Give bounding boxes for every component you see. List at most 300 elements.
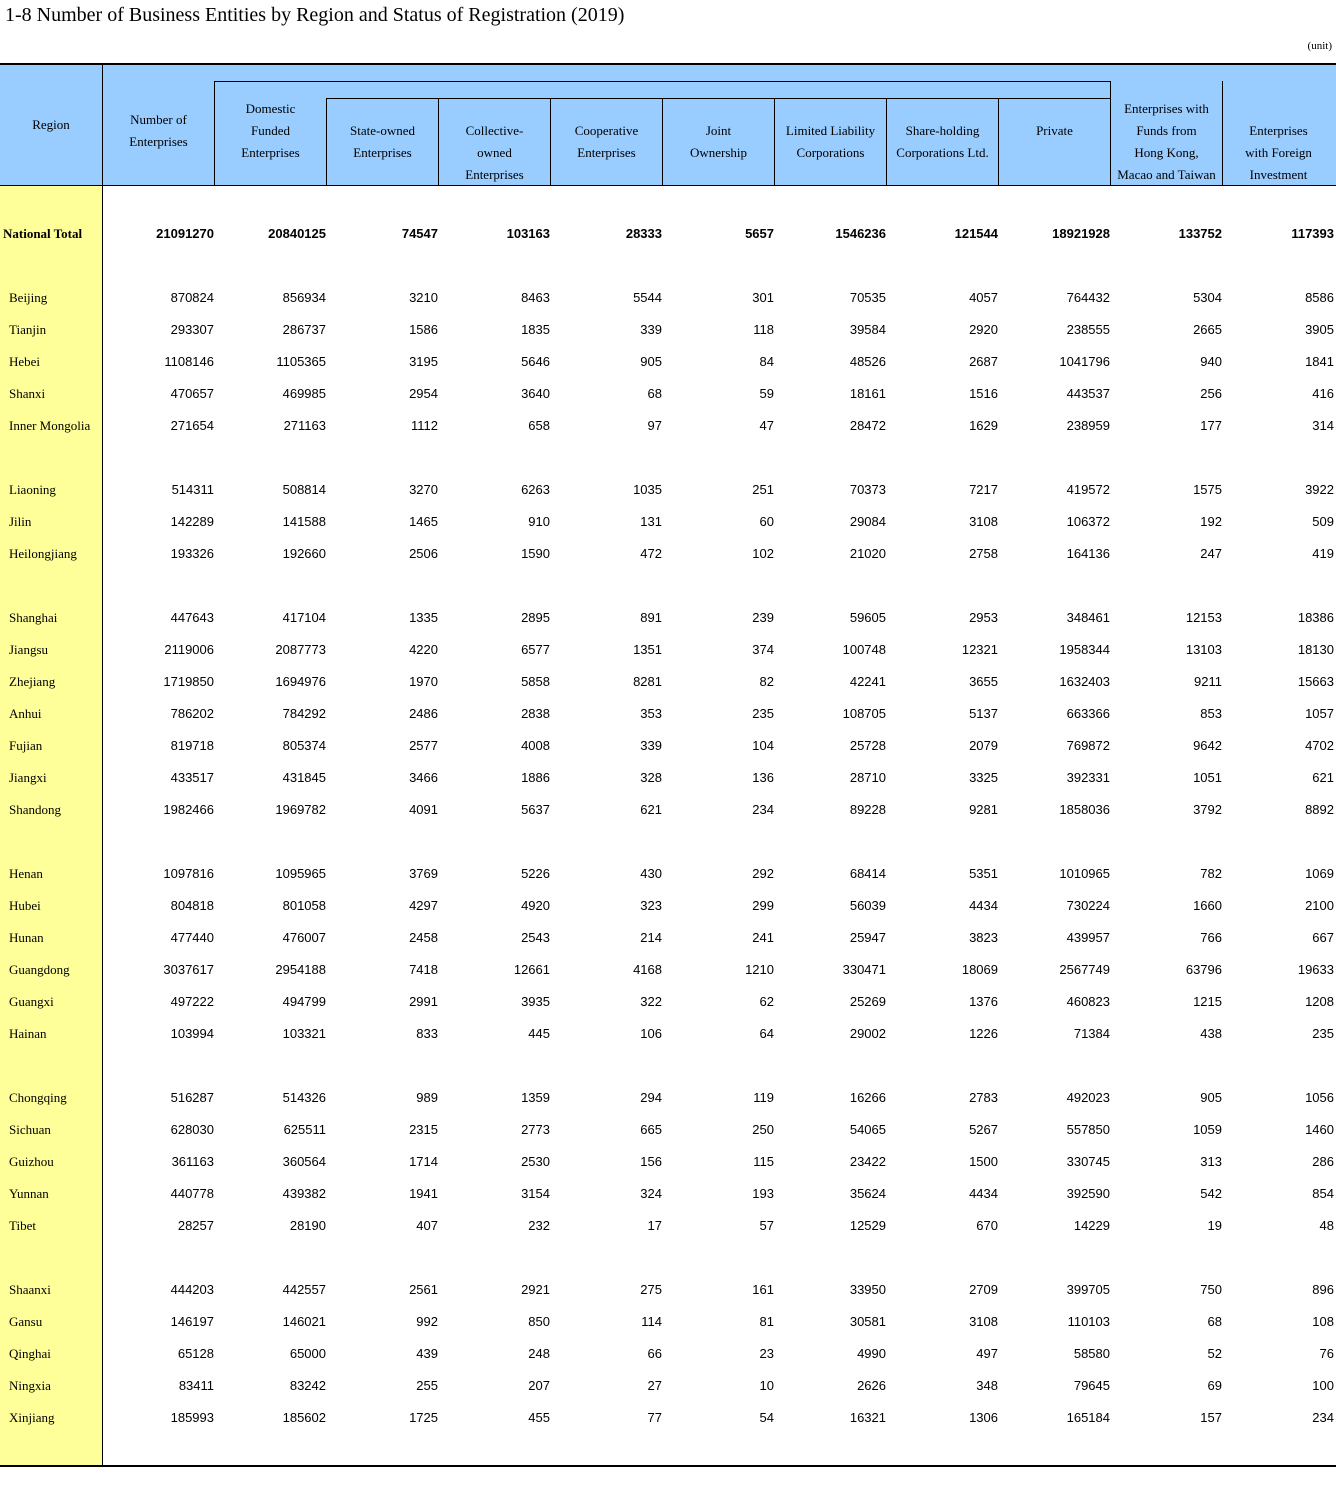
- value-cell: 29002: [849, 1026, 886, 1041]
- table-row: [0, 410, 1336, 442]
- value-cell: 1056: [1305, 1090, 1334, 1105]
- value-cell: 235: [1312, 1026, 1334, 1041]
- value-cell: 940: [1200, 354, 1222, 369]
- table-row: [0, 634, 1336, 666]
- region-name: Ningxia: [9, 1378, 51, 1393]
- value-cell: 3108: [969, 1314, 998, 1329]
- value-cell: 417104: [282, 610, 326, 625]
- value-cell: 214: [640, 930, 662, 945]
- value-cell: 59: [759, 386, 774, 401]
- value-cell: 81: [759, 1314, 774, 1329]
- value-cell: 1097816: [163, 866, 214, 881]
- value-cell: 2567749: [1059, 962, 1110, 977]
- value-cell: 4702: [1305, 738, 1334, 753]
- region-name: Xinjiang: [9, 1410, 55, 1425]
- value-cell: 2758: [969, 546, 998, 561]
- value-cell: 439382: [282, 1186, 326, 1201]
- value-cell: 66: [647, 1346, 662, 1361]
- value-cell: 192660: [282, 546, 326, 561]
- value-cell: 241: [752, 930, 774, 945]
- value-cell: 4220: [409, 642, 438, 657]
- value-cell: 294: [640, 1090, 662, 1105]
- value-cell: 1546236: [835, 226, 886, 241]
- value-cell: 64: [759, 1026, 774, 1041]
- value-cell: 1835: [521, 322, 550, 337]
- value-cell: 494799: [282, 994, 326, 1009]
- value-cell: 8586: [1305, 290, 1334, 305]
- value-cell: 271654: [170, 418, 214, 433]
- value-cell: 3823: [969, 930, 998, 945]
- value-cell: 477440: [170, 930, 214, 945]
- value-cell: 361163: [171, 1154, 214, 1169]
- region-name: Tibet: [9, 1218, 36, 1233]
- value-cell: 119: [753, 1090, 774, 1105]
- value-cell: 161: [752, 1282, 774, 1297]
- value-cell: 2920: [969, 322, 998, 337]
- value-cell: 443537: [1066, 386, 1110, 401]
- value-cell: 193: [752, 1186, 774, 1201]
- value-cell: 750: [1200, 1282, 1222, 1297]
- value-cell: 330471: [842, 962, 886, 977]
- value-cell: 6577: [521, 642, 550, 657]
- value-cell: 905: [1200, 1090, 1222, 1105]
- value-cell: 21020: [849, 546, 886, 561]
- value-cell: 71384: [1073, 1026, 1110, 1041]
- value-cell: 476007: [282, 930, 326, 945]
- value-cell: 1958344: [1059, 642, 1110, 657]
- value-cell: 103994: [170, 1026, 214, 1041]
- value-cell: 1982466: [163, 802, 214, 817]
- value-cell: 18069: [961, 962, 998, 977]
- value-cell: 328: [640, 770, 662, 785]
- value-cell: 3905: [1305, 322, 1334, 337]
- value-cell: 2687: [969, 354, 998, 369]
- value-cell: 18130: [1297, 642, 1334, 657]
- table-row: [0, 858, 1336, 890]
- value-cell: 2991: [409, 994, 438, 1009]
- value-cell: 2954: [409, 386, 438, 401]
- value-cell: 492023: [1066, 1090, 1110, 1105]
- value-cell: 445: [528, 1026, 550, 1041]
- value-cell: 625511: [283, 1122, 326, 1137]
- value-cell: 146197: [170, 1314, 214, 1329]
- value-cell: 2486: [409, 706, 438, 721]
- value-cell: 2458: [409, 930, 438, 945]
- value-cell: 292: [752, 866, 774, 881]
- value-cell: 25947: [849, 930, 886, 945]
- value-cell: 103163: [506, 226, 550, 241]
- value-cell: 1632403: [1059, 674, 1110, 689]
- value-cell: 54065: [849, 1122, 886, 1137]
- value-cell: 2954188: [275, 962, 326, 977]
- value-cell: 5304: [1193, 290, 1222, 305]
- value-cell: 106372: [1066, 514, 1110, 529]
- value-cell: 256: [1200, 386, 1222, 401]
- value-cell: 57: [759, 1218, 774, 1233]
- value-cell: 62: [759, 994, 774, 1009]
- value-cell: 23: [759, 1346, 774, 1361]
- value-cell: 69: [1207, 1378, 1222, 1393]
- value-cell: 108705: [842, 706, 886, 721]
- value-cell: 156: [640, 1154, 662, 1169]
- value-cell: 68414: [849, 866, 886, 881]
- value-cell: 33950: [849, 1282, 886, 1297]
- table-row: [0, 954, 1336, 986]
- region-name: Jiangxi: [9, 770, 47, 785]
- value-cell: 353: [640, 706, 662, 721]
- value-cell: 12321: [961, 642, 998, 657]
- table-row: [0, 890, 1336, 922]
- value-cell: 239: [752, 610, 774, 625]
- value-cell: 232: [528, 1218, 550, 1233]
- value-cell: 419: [1312, 546, 1334, 561]
- value-cell: 1714: [409, 1154, 438, 1169]
- value-cell: 1095965: [275, 866, 326, 881]
- value-cell: 433517: [170, 770, 214, 785]
- value-cell: 4168: [633, 962, 662, 977]
- region-name: Hubei: [9, 898, 41, 913]
- value-cell: 896: [1312, 1282, 1334, 1297]
- value-cell: 2665: [1193, 322, 1222, 337]
- value-cell: 399705: [1066, 1282, 1110, 1297]
- region-name: Sichuan: [9, 1122, 51, 1137]
- value-cell: 442557: [282, 1282, 326, 1297]
- value-cell: 28190: [289, 1218, 326, 1233]
- header-foreign-investment: Enterprises with Foreign Investment: [1245, 123, 1312, 182]
- value-cell: 238959: [1066, 418, 1110, 433]
- table-row: [0, 762, 1336, 794]
- value-cell: 76: [1319, 1346, 1334, 1361]
- value-cell: 13103: [1185, 642, 1222, 657]
- value-cell: 910: [528, 514, 550, 529]
- table-row: [0, 1370, 1336, 1402]
- value-cell: 1035: [633, 482, 662, 497]
- value-cell: 447643: [170, 610, 214, 625]
- value-cell: 2100: [1305, 898, 1334, 913]
- value-cell: 255: [416, 1378, 438, 1393]
- value-cell: 330745: [1066, 1154, 1110, 1169]
- value-cell: 110103: [1067, 1314, 1110, 1329]
- value-cell: 133752: [1178, 226, 1222, 241]
- unit-label: (unit): [1307, 40, 1332, 52]
- value-cell: 322: [640, 994, 662, 1009]
- value-cell: 12153: [1185, 610, 1222, 625]
- value-cell: 234: [752, 802, 774, 817]
- table-row: [0, 1274, 1336, 1306]
- region-name: Hainan: [9, 1026, 47, 1041]
- value-cell: 63796: [1185, 962, 1222, 977]
- value-cell: 1460: [1305, 1122, 1334, 1137]
- value-cell: 104: [752, 738, 774, 753]
- value-cell: 1586: [409, 322, 438, 337]
- value-cell: 670: [976, 1218, 998, 1233]
- value-cell: 2709: [969, 1282, 998, 1297]
- value-cell: 16321: [849, 1410, 886, 1425]
- value-cell: 1694976: [275, 674, 326, 689]
- value-cell: 5137: [969, 706, 998, 721]
- value-cell: 1886: [521, 770, 550, 785]
- value-cell: 118: [753, 322, 774, 337]
- value-cell: 4434: [969, 1186, 998, 1201]
- value-cell: 4297: [409, 898, 438, 913]
- table-row: [0, 986, 1336, 1018]
- value-cell: 1208: [1305, 994, 1334, 1009]
- value-cell: 65128: [177, 1346, 214, 1361]
- table-row: [0, 1082, 1336, 1114]
- value-cell: 56039: [849, 898, 886, 913]
- header-share-holding: Share-holding Corporations Ltd.: [896, 123, 989, 160]
- value-cell: 65000: [289, 1346, 326, 1361]
- value-cell: 3655: [969, 674, 998, 689]
- value-cell: 28333: [625, 226, 662, 241]
- value-cell: 1051: [1193, 770, 1222, 785]
- region-name: Hunan: [9, 930, 44, 945]
- value-cell: 301: [752, 290, 774, 305]
- header-limited-liability: Limited Liability Corporations: [785, 123, 876, 160]
- table-bottom-rule: [0, 1465, 1336, 1467]
- value-cell: 146021: [282, 1314, 326, 1329]
- table-row: [0, 922, 1336, 954]
- value-cell: 12661: [513, 962, 550, 977]
- value-cell: 1059: [1193, 1122, 1222, 1137]
- value-cell: 70535: [849, 290, 886, 305]
- table-row: [0, 1018, 1336, 1050]
- value-cell: 2315: [409, 1122, 438, 1137]
- table-row: [0, 730, 1336, 762]
- value-cell: 508814: [282, 482, 326, 497]
- value-cell: 114: [641, 1314, 662, 1329]
- value-cell: 28710: [849, 770, 886, 785]
- region-name: Shanxi: [9, 386, 46, 401]
- value-cell: 460823: [1066, 994, 1110, 1009]
- value-cell: 275: [640, 1282, 662, 1297]
- value-cell: 905: [640, 354, 662, 369]
- region-name: Anhui: [9, 706, 42, 721]
- value-cell: 850: [528, 1314, 550, 1329]
- header-hk-macao-taiwan: Enterprises with Funds from Hong Kong, Macao and Taiwan: [1117, 101, 1216, 182]
- value-cell: 430: [640, 866, 662, 881]
- value-cell: 25728: [849, 738, 886, 753]
- value-cell: 4434: [969, 898, 998, 913]
- value-cell: 234: [1312, 1410, 1334, 1425]
- value-cell: 2773: [521, 1122, 550, 1137]
- value-cell: 1516: [969, 386, 998, 401]
- region-name: Hebei: [9, 354, 41, 369]
- value-cell: 819718: [170, 738, 214, 753]
- value-cell: 29084: [849, 514, 886, 529]
- value-cell: 1215: [1193, 994, 1222, 1009]
- value-cell: 9211: [1194, 674, 1222, 689]
- value-cell: 77: [647, 1410, 662, 1425]
- value-cell: 438: [1200, 1026, 1222, 1041]
- value-cell: 2087773: [275, 642, 326, 657]
- region-name: Guizhou: [9, 1154, 54, 1169]
- value-cell: 1969782: [275, 802, 326, 817]
- value-cell: 1069: [1305, 866, 1334, 881]
- value-cell: 3325: [969, 770, 998, 785]
- value-cell: 5544: [633, 290, 662, 305]
- value-cell: 348461: [1066, 610, 1110, 625]
- value-cell: 54: [759, 1410, 774, 1425]
- value-cell: 1057: [1305, 706, 1334, 721]
- value-cell: 497222: [170, 994, 214, 1009]
- value-cell: 185602: [282, 1410, 326, 1425]
- value-cell: 293307: [170, 322, 214, 337]
- value-cell: 3270: [409, 482, 438, 497]
- value-cell: 100: [1312, 1378, 1334, 1393]
- value-cell: 1359: [521, 1090, 550, 1105]
- header-joint-ownership: Joint Ownership: [689, 123, 748, 160]
- region-name: Zhejiang: [9, 674, 56, 689]
- value-cell: 35624: [849, 1186, 886, 1201]
- value-cell: 185993: [170, 1410, 214, 1425]
- value-cell: 10: [759, 1378, 774, 1393]
- value-cell: 1306: [969, 1410, 998, 1425]
- value-cell: 136: [752, 770, 774, 785]
- page-title: 1-8 Number of Business Entities by Region and Status of Registration (2019): [5, 4, 625, 26]
- value-cell: 1841: [1305, 354, 1334, 369]
- value-cell: 1210: [745, 962, 774, 977]
- value-cell: 2626: [857, 1378, 886, 1393]
- value-cell: 621: [1312, 770, 1334, 785]
- value-cell: 419572: [1066, 482, 1110, 497]
- header-cooperative: Cooperative Enterprises: [574, 123, 639, 160]
- value-cell: 1575: [1193, 482, 1222, 497]
- value-cell: 193326: [170, 546, 214, 561]
- value-cell: 142289: [170, 514, 214, 529]
- value-cell: 82: [759, 674, 774, 689]
- value-cell: 177: [1200, 418, 1222, 433]
- value-cell: 74547: [401, 226, 438, 241]
- value-cell: 16266: [849, 1090, 886, 1105]
- value-cell: 1941: [409, 1186, 438, 1201]
- value-cell: 766: [1200, 930, 1222, 945]
- value-cell: 68: [647, 386, 662, 401]
- value-cell: 870824: [170, 290, 214, 305]
- value-cell: 407: [416, 1218, 438, 1233]
- value-cell: 271163: [283, 418, 326, 433]
- value-cell: 4920: [521, 898, 550, 913]
- value-cell: 472: [640, 546, 662, 561]
- value-cell: 20840125: [268, 226, 326, 241]
- value-cell: 286737: [282, 322, 326, 337]
- value-cell: 782: [1200, 866, 1222, 881]
- value-cell: 27: [647, 1378, 662, 1393]
- value-cell: 314: [1312, 418, 1334, 433]
- value-cell: 121544: [954, 226, 998, 241]
- value-cell: 854: [1312, 1186, 1334, 1201]
- header-divider: [998, 98, 999, 186]
- value-cell: 103321: [282, 1026, 326, 1041]
- value-cell: 2561: [409, 1282, 438, 1297]
- region-name: Qinghai: [9, 1346, 51, 1361]
- value-cell: 1112: [411, 418, 438, 433]
- value-cell: 19633: [1297, 962, 1334, 977]
- region-name: Jiangsu: [9, 642, 48, 657]
- value-cell: 3640: [521, 386, 550, 401]
- value-cell: 416: [1312, 386, 1334, 401]
- value-cell: 469985: [282, 386, 326, 401]
- value-cell: 2783: [969, 1090, 998, 1105]
- value-cell: 164136: [1066, 546, 1110, 561]
- region-name: Jilin: [9, 514, 32, 529]
- value-cell: 856934: [282, 290, 326, 305]
- region-name: Beijing: [9, 290, 48, 305]
- value-cell: 47: [759, 418, 774, 433]
- region-name: Heilongjiang: [9, 546, 77, 561]
- value-cell: 339: [640, 738, 662, 753]
- value-cell: 8281: [633, 674, 662, 689]
- value-cell: 4057: [969, 290, 998, 305]
- value-cell: 1719850: [163, 674, 214, 689]
- value-cell: 21091270: [156, 226, 214, 241]
- value-cell: 833: [416, 1026, 438, 1041]
- value-cell: 439957: [1066, 930, 1110, 945]
- value-cell: 374: [752, 642, 774, 657]
- value-cell: 431845: [282, 770, 326, 785]
- value-cell: 1629: [969, 418, 998, 433]
- value-cell: 7418: [409, 962, 438, 977]
- value-cell: 658: [528, 418, 550, 433]
- value-cell: 3935: [521, 994, 550, 1009]
- value-cell: 514311: [171, 482, 214, 497]
- value-cell: 2530: [521, 1154, 550, 1169]
- value-cell: 25269: [849, 994, 886, 1009]
- value-cell: 392590: [1066, 1186, 1110, 1201]
- value-cell: 786202: [170, 706, 214, 721]
- value-cell: 70373: [849, 482, 886, 497]
- value-cell: 248: [528, 1346, 550, 1361]
- value-cell: 1010965: [1059, 866, 1110, 881]
- value-cell: 801058: [282, 898, 326, 913]
- value-cell: 2577: [409, 738, 438, 753]
- value-cell: 853: [1200, 706, 1222, 721]
- value-cell: 247: [1200, 546, 1222, 561]
- value-cell: 2953: [969, 610, 998, 625]
- value-cell: 989: [416, 1090, 438, 1105]
- value-cell: 1725: [409, 1410, 438, 1425]
- value-cell: 115: [753, 1154, 774, 1169]
- value-cell: 9642: [1193, 738, 1222, 753]
- value-cell: 18386: [1297, 610, 1334, 625]
- value-cell: 1465: [409, 514, 438, 529]
- value-cell: 1226: [969, 1026, 998, 1041]
- value-cell: 5351: [969, 866, 998, 881]
- value-cell: 2506: [409, 546, 438, 561]
- value-cell: 2079: [969, 738, 998, 753]
- value-cell: 106: [640, 1026, 662, 1041]
- value-cell: 3769: [409, 866, 438, 881]
- region-name: Inner Mongolia: [9, 418, 91, 433]
- value-cell: 68: [1207, 1314, 1222, 1329]
- value-cell: 3466: [409, 770, 438, 785]
- value-cell: 60: [759, 514, 774, 529]
- value-cell: 207: [528, 1378, 550, 1393]
- region-name: Fujian: [9, 738, 43, 753]
- value-cell: 891: [640, 610, 662, 625]
- region-name: National Total: [3, 226, 83, 241]
- region-name: Guangxi: [9, 994, 54, 1009]
- table-row: [0, 602, 1336, 634]
- table-row: [0, 1402, 1336, 1434]
- value-cell: 299: [752, 898, 774, 913]
- value-cell: 42241: [849, 674, 886, 689]
- value-cell: 8892: [1305, 802, 1334, 817]
- value-cell: 131: [640, 514, 662, 529]
- value-cell: 251: [752, 482, 774, 497]
- value-cell: 12529: [849, 1218, 886, 1233]
- value-cell: 5858: [521, 674, 550, 689]
